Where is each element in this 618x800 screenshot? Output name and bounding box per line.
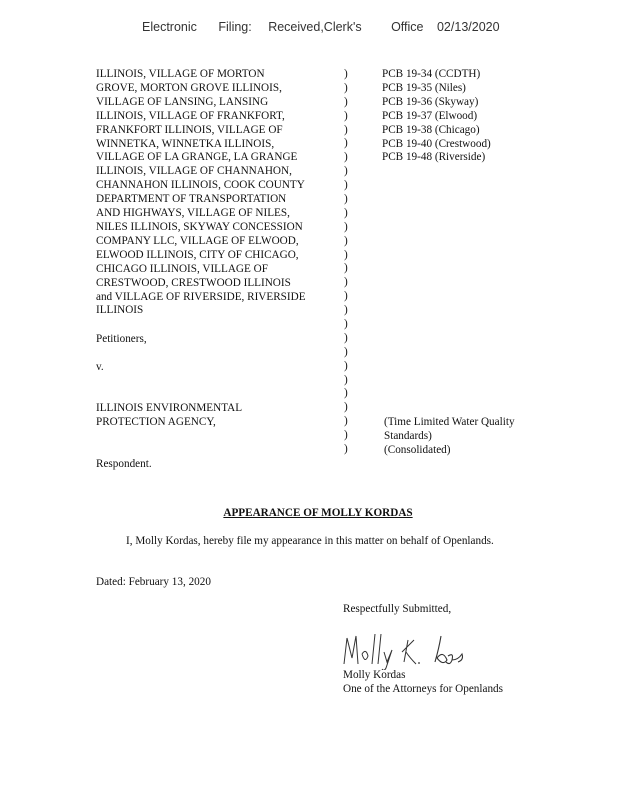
respondent-line: ILLINOIS ENVIRONMENTAL [96, 402, 243, 414]
document-title [0, 507, 618, 519]
caption-paren: ) [344, 304, 348, 317]
petitioner-line: COMPANY LLC, VILLAGE OF ELWOOD, [96, 234, 299, 247]
closing-line: Respectfully Submitted, [343, 603, 452, 615]
caption-paren: ) [344, 206, 348, 219]
caption-paren: ) [344, 290, 348, 303]
standards-note [384, 416, 515, 458]
petitioner-line: VILLAGE OF LANSING, LANSING [96, 95, 269, 108]
filing-stamp-filing: Filing: [218, 20, 252, 34]
respondent-line: PROTECTION AGENCY, [96, 415, 216, 428]
handwritten-signature [340, 628, 470, 670]
petitioner-line: ILLINOIS, VILLAGE OF FRANKFORT, [96, 109, 285, 122]
filing-stamp-office: Office [391, 20, 424, 34]
case-number: PCB 19-37 (Elwood) [382, 109, 478, 122]
caption-paren: ) [344, 345, 348, 358]
caption-paren: ) [344, 68, 348, 80]
caption-paren: ) [344, 234, 348, 247]
petitioner-line: CHANNAHON ILLINOIS, COOK COUNTY [96, 179, 305, 192]
caption-paren: ) [344, 81, 348, 94]
caption-paren: ) [344, 318, 348, 331]
caption-paren: ) [344, 373, 348, 386]
case-number: PCB 19-38 (Chicago) [382, 123, 480, 136]
filing-stamp-date: 02/13/2020 [436, 20, 500, 34]
caption-paren: ) [344, 429, 348, 442]
petitioner-line: GROVE, MORTON GROVE ILLINOIS, [96, 81, 282, 94]
petitioner-line: AND HIGHWAYS, VILLAGE OF NILES, [96, 207, 290, 220]
case-number: PCB 19-36 (Skyway) [382, 95, 479, 108]
respondent-party [96, 402, 242, 430]
petitioner-line: NILES ILLINOIS, SKYWAY CONCESSION [96, 220, 303, 233]
caption-paren: ) [344, 179, 348, 192]
caption-paren: ) [344, 276, 348, 289]
filing-stamp-electronic: Electronic [142, 20, 197, 34]
caption-paren: ) [344, 443, 348, 456]
case-number: PCB 19-35 (Niles) [382, 81, 466, 94]
appearance-statement: I, Molly Kordas, hereby file my appearance in this matter on behalf of Openlands. [126, 535, 494, 547]
petitioner-line: ILLINOIS, VILLAGE OF CHANNAHON, [96, 165, 292, 178]
case-number-list [382, 68, 491, 165]
petitioner-line: and VILLAGE OF RIVERSIDE, RIVERSIDE [96, 290, 306, 303]
caption-paren: ) [344, 331, 348, 344]
petitioner-line: ILLINOIS, VILLAGE OF MORTON [96, 68, 265, 80]
petitioners-label: Petitioners, [96, 333, 147, 345]
caption-paren: ) [344, 137, 348, 150]
petitioner-line: CHICAGO ILLINOIS, VILLAGE OF [96, 262, 268, 275]
petitioner-line: VILLAGE OF LA GRANGE, LA GRANGE [96, 151, 298, 164]
petitioner-line: CRESTWOOD, CRESTWOOD ILLINOIS [96, 276, 291, 289]
caption-paren: ) [344, 165, 348, 178]
standards-line: (Consolidated) [384, 443, 451, 456]
filing-stamp [142, 20, 500, 34]
filing-stamp-received: Received,Clerk's [268, 20, 362, 34]
caption-paren: ) [344, 262, 348, 275]
caption-paren: ) [344, 123, 348, 136]
standards-line: Standards) [384, 429, 432, 442]
caption-paren: ) [344, 248, 348, 261]
caption-paren: ) [344, 193, 348, 206]
caption-paren: ) [344, 401, 348, 414]
petitioner-list [96, 68, 336, 318]
caption-paren: ) [344, 151, 348, 164]
petitioner-line: WINNETKA, WINNETKA ILLINOIS, [96, 137, 275, 150]
dated-line: Dated: February 13, 2020 [96, 576, 211, 588]
versus-label: v. [96, 361, 104, 373]
case-number: PCB 19-48 (Riverside) [382, 151, 486, 164]
caption-paren: ) [344, 415, 348, 428]
caption-paren: ) [344, 220, 348, 233]
caption-paren: ) [344, 359, 348, 372]
petitioner-line: DEPARTMENT OF TRANSPORTATION [96, 193, 287, 206]
petitioner-line: ILLINOIS [96, 304, 144, 317]
petitioner-line: ELWOOD ILLINOIS, CITY OF CHICAGO, [96, 248, 299, 261]
case-number: PCB 19-34 (CCDTH) [382, 68, 481, 80]
signer-role: One of the Attorneys for Openlands [343, 683, 504, 695]
document-title-text: APPEARANCE OF MOLLY KORDAS [223, 507, 413, 519]
caption-paren: ) [344, 109, 348, 122]
signer-name: Molly Kordas [343, 669, 406, 681]
respondent-label: Respondent. [96, 458, 152, 470]
caption-paren: ) [344, 387, 348, 400]
petitioner-line: FRANKFORT ILLINOIS, VILLAGE OF [96, 123, 283, 136]
case-number: PCB 19-40 (Crestwood) [382, 137, 491, 150]
caption-paren: ) [344, 95, 348, 108]
standards-line: (Time Limited Water Quality [384, 416, 515, 428]
caption-divider [344, 68, 354, 457]
